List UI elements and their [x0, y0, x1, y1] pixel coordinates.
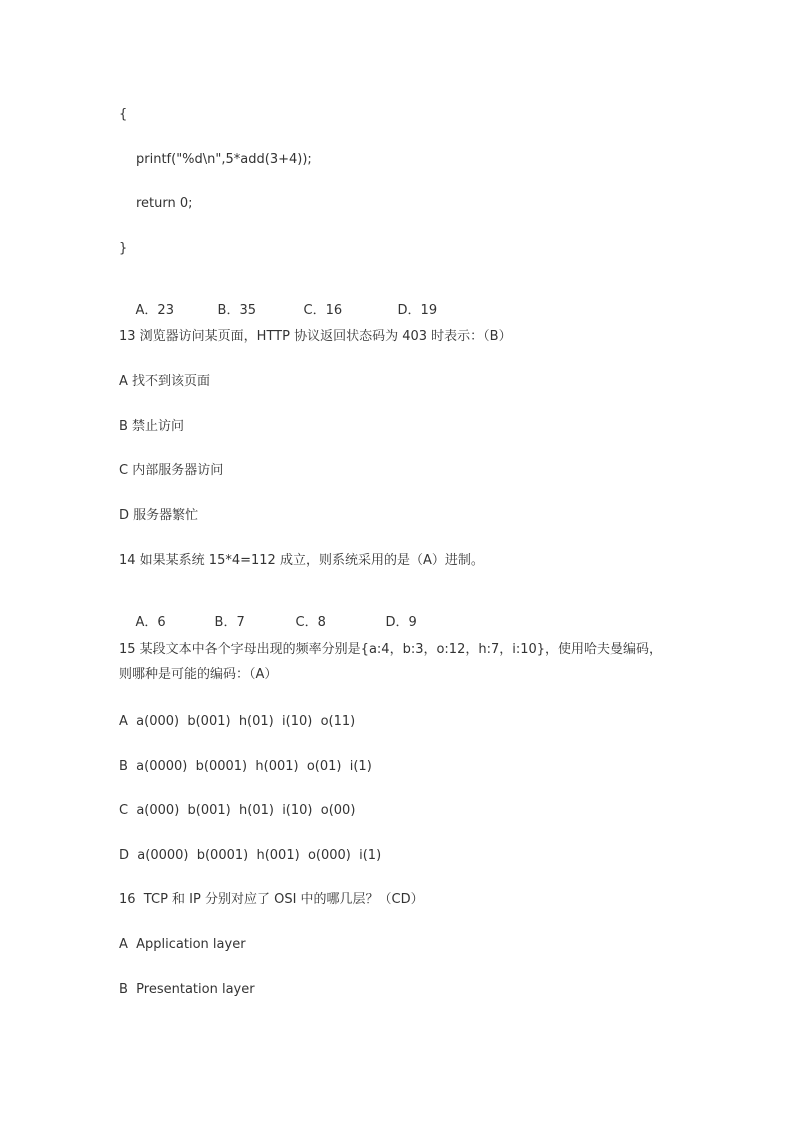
- q12-option-b: B．35: [217, 303, 256, 318]
- q15-option-a: A a(000) b(001) h(01) i(10) o(11): [119, 714, 356, 729]
- q15-option-c: C a(000) b(001) h(01) i(10) o(00): [119, 803, 356, 818]
- q16-option-b: B Presentation layer: [119, 982, 255, 997]
- code-open-brace: {: [119, 107, 128, 122]
- q12-option-c: C．16: [303, 303, 343, 318]
- code-close-brace: }: [119, 241, 128, 256]
- code-return-line: return 0;: [136, 196, 193, 211]
- q13-option-c: C 内部服务器访问: [119, 463, 224, 478]
- q15-option-d: D a(0000) b(0001) h(001) o(000) i(1): [119, 848, 382, 863]
- q13-option-b: B 禁止访问: [119, 419, 185, 434]
- q15-option-b: B a(0000) b(0001) h(001) o(01) i(1): [119, 759, 372, 774]
- q14-option-d: D．9: [385, 615, 417, 630]
- code-printf-line: printf("%d\n",5*add(3+4));: [136, 152, 312, 167]
- q16-option-a: A Application layer: [119, 937, 246, 952]
- q13-option-a: A 找不到该页面: [119, 374, 211, 389]
- q14-option-b: B．7: [214, 615, 245, 630]
- q13-question: 13 浏览器访问某页面，HTTP 协议返回状态码为 403 时表示：（B）: [119, 329, 512, 344]
- q12-option-a: A．23: [135, 303, 174, 318]
- q16-question: 16 TCP 和 IP 分别对应了 OSI 中的哪几层？（CD）: [119, 892, 424, 907]
- q15-question-line2: 则哪种是可能的编码：（A）: [119, 667, 278, 682]
- q14-option-c: C．8: [295, 615, 326, 630]
- q14-question: 14 如果某系统 15*4=112 成立，则系统采用的是（A）进制。: [119, 553, 484, 568]
- q14-option-a: A．6: [135, 615, 166, 630]
- q13-option-d: D 服务器繁忙: [119, 508, 199, 523]
- q15-question-line1: 15 某段文本中各个字母出现的频率分别是{a:4，b:3，o:12，h:7，i:10}，使用哈夫曼编码，: [119, 642, 663, 657]
- q12-option-d: D．19: [397, 303, 438, 318]
